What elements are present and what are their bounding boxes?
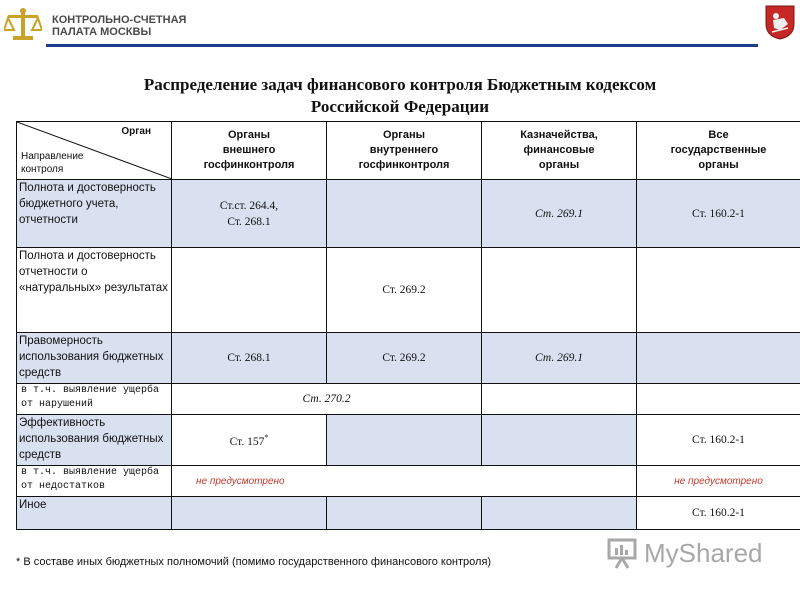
- corner-org-label: Орган: [121, 126, 151, 137]
- table-row: [17, 384, 800, 415]
- org-name-line1: КОНТРОЛЬНО-СЧЕТНАЯ: [52, 14, 187, 26]
- table-cell: [327, 415, 482, 466]
- row-label: в т.ч. выявление ущерба от недостатков: [17, 466, 172, 497]
- table-cell: [327, 497, 482, 530]
- org-name-line2: ПАЛАТА МОСКВЫ: [52, 26, 152, 38]
- header: [0, 0, 800, 48]
- title-line1: Распределение задач финансового контроля Бюджетным кодексом: [143, 75, 657, 94]
- header-rule: [46, 44, 758, 47]
- table-cell: [327, 180, 482, 248]
- corner-direction-label: Направление контроля: [21, 151, 84, 175]
- table-cell: [637, 248, 800, 333]
- column-header-external: Органы внешнего госфинконтроля: [172, 122, 327, 180]
- column-header-treasury: Казначейства, финансовые органы: [482, 122, 637, 180]
- table-row: [17, 248, 800, 333]
- table-row: [17, 497, 800, 530]
- not-provided-text: не предусмотрено: [196, 475, 285, 487]
- not-provided-text: не предусмотрено: [674, 475, 763, 487]
- watermark-text: MyShared: [644, 538, 763, 568]
- title-line2: Российской Федерации: [310, 97, 490, 116]
- table-cell: Ст. 268.1: [172, 333, 327, 384]
- table-cell: Ст. 269.1: [482, 180, 637, 248]
- row-label: Эффективность использования бюджетных средств: [17, 415, 172, 466]
- table-row: [17, 466, 800, 497]
- row-label: Правомерность использования бюджетных средств: [17, 333, 172, 384]
- table-cell-merged: Ст. 270.2: [172, 384, 482, 415]
- table-cell: Ст. 160.2-1: [637, 497, 800, 530]
- scales-logo-icon: [4, 8, 42, 42]
- table-cell: Ст. 269.2: [327, 333, 482, 384]
- row-label: Иное: [17, 497, 172, 530]
- table-cell: [482, 497, 637, 530]
- page-title: [30, 74, 770, 118]
- org-name: [52, 14, 186, 38]
- table-cell: Ст. 269.1: [482, 333, 637, 384]
- table-row: [17, 415, 800, 466]
- table-cell: Ст. 160.2-1: [637, 180, 800, 248]
- table-cell: [482, 384, 637, 415]
- table-header-row: [17, 122, 800, 180]
- table-row: [17, 333, 800, 384]
- column-header-internal: Органы внутреннего госфинконтроля: [327, 122, 482, 180]
- table-cell-merged: [172, 466, 637, 497]
- table-cell: [172, 248, 327, 333]
- table-cell: Ст. 157*: [172, 415, 327, 466]
- footnote: * В составе иных бюджетных полномочий (помимо государственного финансового контроля): [16, 556, 492, 568]
- table-cell: [637, 384, 800, 415]
- table-cell: [637, 333, 800, 384]
- column-header-all: Все государственные органы: [637, 122, 800, 180]
- row-label: Полнота и достоверность бюджетного учета, отчетности: [17, 180, 172, 248]
- table-cell: [482, 415, 637, 466]
- row-label: Полнота и достоверность отчетности о «натуральных» результатах: [17, 248, 172, 333]
- table-cell: Ст. 269.2: [327, 248, 482, 333]
- table-cell: [172, 497, 327, 530]
- table-cell: Ст.ст. 264.4, Ст. 268.1: [172, 180, 327, 248]
- corner-cell: [17, 122, 172, 180]
- table-cell: Ст. 160.2-1: [637, 415, 800, 466]
- presentation-icon: [606, 536, 640, 570]
- control-table: [16, 121, 800, 530]
- moscow-crest-icon: [764, 4, 796, 40]
- table-cell: [637, 466, 800, 497]
- watermark: [606, 536, 766, 576]
- table-cell: [482, 248, 637, 333]
- table-row: [17, 180, 800, 248]
- row-label: в т.ч. выявление ущерба от нарушений: [17, 384, 172, 415]
